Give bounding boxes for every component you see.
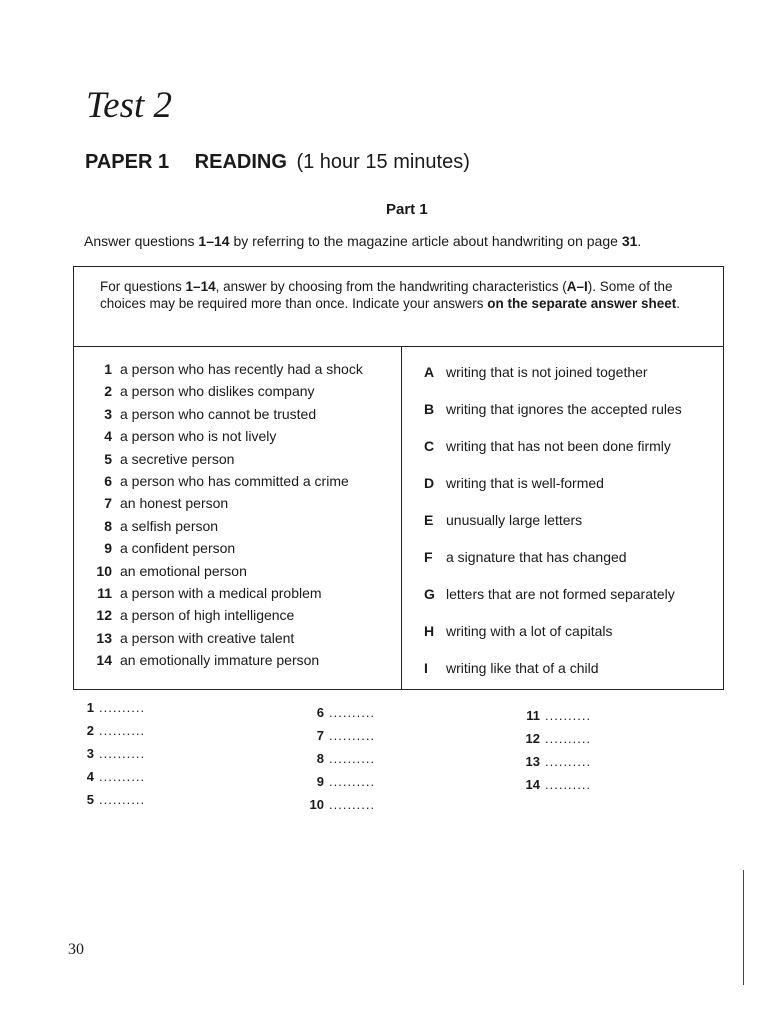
question-text: an emotionally immature person	[120, 652, 320, 669]
instr-b2: A–I	[566, 279, 588, 294]
question-item	[74, 585, 322, 605]
question-box	[73, 266, 724, 690]
answer-slot[interactable]	[72, 746, 145, 761]
answer-slot[interactable]	[518, 731, 591, 746]
question-text: a person who has committed a crime	[120, 473, 349, 489]
answer-slot[interactable]	[302, 751, 375, 766]
intro-page: 31	[621, 233, 638, 249]
answer-blank[interactable]: ..........	[545, 754, 592, 769]
question-text: a selfish person	[120, 517, 219, 534]
option-item	[424, 401, 682, 417]
question-text: an honest person	[120, 495, 229, 512]
option-text: writing that is not joined together	[446, 364, 648, 380]
question-number: 7	[104, 495, 112, 512]
answer-blank[interactable]: ..........	[329, 774, 376, 789]
answer-number: 7	[316, 728, 324, 743]
answer-blank[interactable]: ..........	[545, 731, 592, 746]
question-text: an emotional person	[120, 562, 247, 579]
question-item	[74, 428, 276, 448]
intro-range: 1–14	[198, 233, 230, 249]
option-item	[424, 549, 627, 565]
question-item	[74, 473, 349, 493]
answer-slot[interactable]	[302, 705, 375, 720]
question-item	[74, 607, 294, 627]
intro-mid: by referring to the magazine article about handwriting on page	[229, 233, 622, 249]
question-item	[74, 406, 316, 426]
option-letter: E	[424, 512, 434, 528]
paper-time: (1 hour 15 minutes)	[296, 151, 470, 173]
instr-b3: on the separate answer sheet	[487, 296, 677, 311]
answer-slot[interactable]	[302, 728, 375, 743]
option-item	[424, 512, 582, 528]
answer-blank[interactable]: ..........	[99, 746, 146, 761]
option-text: writing with a lot of capitals	[446, 623, 613, 639]
option-text: writing that has not been done firmly	[446, 438, 671, 454]
paper-number: PAPER 1	[85, 151, 170, 173]
answer-slot[interactable]	[518, 777, 591, 792]
intro-text	[84, 233, 641, 249]
question-item	[74, 518, 218, 538]
option-letter: D	[424, 475, 435, 491]
answer-number: 2	[86, 723, 94, 738]
intro-post: .	[637, 233, 642, 249]
answer-slot[interactable]	[72, 769, 145, 784]
question-text: a confident person	[120, 540, 236, 557]
answer-blank[interactable]: ..........	[329, 728, 376, 743]
test-title: Test 2	[86, 85, 173, 126]
question-text: a person who dislikes company	[120, 383, 315, 400]
question-text: a secretive person	[120, 450, 235, 467]
question-number: 13	[96, 629, 112, 646]
option-text: unusually large letters	[446, 512, 583, 528]
answer-slot[interactable]	[302, 797, 375, 812]
answer-slot[interactable]	[72, 700, 145, 715]
question-number: 8	[104, 517, 112, 534]
question-item	[74, 383, 315, 403]
instr-t4: .	[676, 296, 681, 311]
instr-t3: ). Some of the choices may be required more than once. Indicate your answers	[100, 279, 673, 311]
answer-blank[interactable]: ..........	[329, 751, 376, 766]
answer-number: 4	[86, 769, 94, 784]
answer-blank[interactable]: ..........	[545, 708, 592, 723]
question-text: a person who is not lively	[120, 428, 277, 445]
option-letter: C	[424, 438, 435, 454]
option-letter: H	[424, 623, 435, 639]
question-number: 14	[96, 652, 112, 669]
answer-blank[interactable]: ..........	[99, 700, 146, 715]
option-letter: G	[424, 586, 435, 602]
answer-slot[interactable]	[518, 708, 591, 723]
answer-blank[interactable]: ..........	[99, 723, 146, 738]
option-item	[424, 438, 671, 454]
question-text: a person of high intelligence	[120, 607, 295, 624]
question-item	[74, 630, 294, 650]
question-number: 5	[104, 450, 112, 467]
answer-number: 14	[525, 777, 540, 792]
page-number: 30	[68, 941, 84, 958]
option-letter: B	[424, 401, 435, 417]
instr-b1: 1–14	[185, 279, 216, 294]
scan-edge-line	[743, 870, 744, 985]
instructions	[74, 267, 723, 347]
question-text: a person who cannot be trusted	[120, 405, 317, 422]
answer-number: 10	[309, 797, 324, 812]
option-item	[424, 660, 599, 676]
answer-slot[interactable]	[518, 754, 591, 769]
question-item	[74, 361, 363, 381]
paper-heading	[85, 151, 470, 174]
question-text: a person who has recently had a shock	[120, 361, 363, 377]
question-text: a person with creative talent	[120, 629, 295, 646]
answer-number: 3	[86, 746, 94, 761]
question-number: 3	[104, 405, 112, 422]
answer-slot[interactable]	[72, 723, 145, 738]
option-text: letters that are not formed separately	[446, 586, 675, 602]
answer-number: 1	[86, 700, 94, 715]
answer-number: 8	[316, 751, 324, 766]
answer-slot[interactable]	[302, 774, 375, 789]
answer-number: 12	[525, 731, 540, 746]
question-item	[74, 652, 319, 672]
question-number: 11	[97, 585, 112, 601]
answer-number: 11	[526, 708, 540, 723]
question-number: 2	[104, 383, 112, 400]
option-item	[424, 586, 675, 602]
option-item	[424, 364, 648, 380]
option-text: writing that is well-formed	[446, 475, 604, 491]
option-letter: F	[424, 549, 433, 565]
answer-blank[interactable]: ..........	[329, 797, 376, 812]
option-letter: A	[424, 364, 435, 380]
answer-blank[interactable]: ..........	[329, 705, 376, 720]
answer-blank[interactable]: ..........	[99, 769, 146, 784]
option-letter: I	[424, 660, 428, 676]
question-item	[74, 451, 234, 471]
option-text: writing like that of a child	[446, 660, 599, 676]
answer-number: 5	[86, 792, 94, 807]
answer-number: 13	[525, 754, 540, 769]
instr-t1: For questions	[100, 279, 186, 294]
question-item	[74, 540, 235, 560]
paper-name: READING	[194, 151, 287, 173]
answer-number: 9	[316, 774, 324, 789]
answer-slot[interactable]	[72, 792, 145, 807]
question-item	[74, 563, 247, 583]
column-divider	[401, 347, 402, 689]
question-text: a person with a medical problem	[120, 585, 322, 601]
question-item	[74, 495, 228, 515]
answer-blank[interactable]: ..........	[545, 777, 592, 792]
answer-blank[interactable]: ..........	[99, 792, 146, 807]
option-text: a signature that has changed	[446, 549, 627, 565]
question-number: 12	[96, 607, 112, 624]
part-title: Part 1	[386, 201, 428, 218]
option-text: writing that ignores the accepted rules	[446, 401, 682, 417]
question-number: 10	[96, 562, 112, 579]
option-item	[424, 475, 604, 491]
instr-t2: , answer by choosing from the handwriting characteristics (	[215, 279, 567, 294]
option-item	[424, 623, 613, 639]
question-number: 6	[104, 473, 112, 489]
intro-pre: Answer questions	[84, 233, 199, 249]
question-number: 1	[104, 361, 112, 377]
question-number: 4	[104, 428, 112, 445]
question-number: 9	[104, 540, 112, 557]
answer-number: 6	[316, 705, 324, 720]
